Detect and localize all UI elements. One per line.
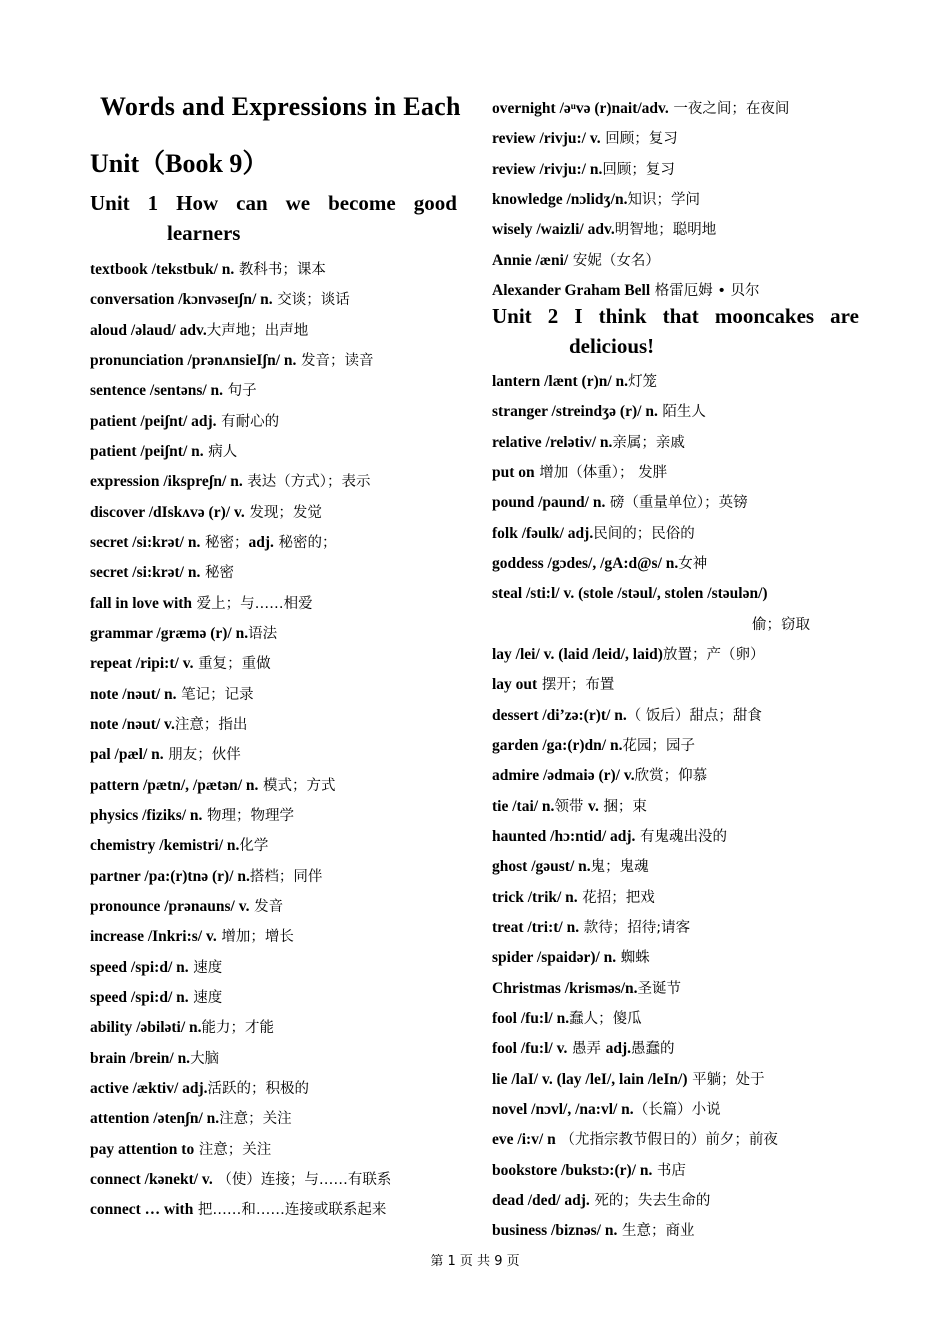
vocab-word: stranger /streindʒə (r)/ n. [492,403,658,421]
vocab-entry [492,1161,686,1181]
vocab-entry [492,220,716,240]
vocab-meaning: 速度 [188,989,223,1006]
vocab-entry [90,563,234,583]
vocab-word: partner /pa:(r)tnə (r)/ n. [90,867,250,885]
vocab-meaning: 陌生人 [657,404,706,421]
heading-word: 1 [147,191,159,215]
vocab-meaning: 一夜之间；在夜间 [668,101,790,117]
vocab-word: garden /ga:(r)dn/ n. [492,736,623,754]
vocab-meaning: 注意；指出 [174,716,248,733]
vocab-meaning: （ 饭后）甜点；甜食 [626,707,762,724]
vocab-entry [492,463,667,483]
vocab-meaning: 捆；束 [598,798,647,815]
vocab-entry [90,290,350,310]
vocab-entry [492,1039,675,1059]
vocab-meaning: 秘密的； [273,534,337,551]
vocab-entry [90,1200,386,1220]
vocab-entry [90,1109,292,1129]
vocab-meaning: 发现；发觉 [244,504,322,521]
vocab-entry [492,281,760,301]
vocab-meaning: 领带 [554,798,589,815]
vocab-entry [90,897,283,917]
vocab-word: chemistry /kemistri/ n. [90,837,240,855]
heading-word: we [285,191,311,215]
vocab-word: haunted /hɔ:ntid/ adj. [492,827,636,845]
vocab-word: patient /peiʃnt/ adj. [90,412,217,430]
vocab-word: Annie /æni/ [492,251,569,269]
vocab-entry [90,685,254,705]
heading-word: How [176,191,219,215]
heading-word: Unit [492,304,532,328]
vocab-entry [492,766,707,786]
vocab-word: dead /ded/ adj. [492,1191,590,1209]
vocab-meaning: 搭档；同伴 [249,868,323,885]
heading-word: can [236,191,268,215]
vocab-part-of-speech: adj. [605,1040,631,1058]
page-footer: 第 1 页 共 9 页 [430,1254,520,1269]
vocab-word: lay out [492,676,538,694]
vocab-word: tie /tai/ n. [492,797,555,815]
vocab-entry [90,1049,219,1069]
vocab-entry [492,1100,721,1120]
vocab-entry [492,675,614,695]
vocab-meaning: 摆开；布置 [537,677,615,694]
vocab-word: knowledge /nɔlidʒ/n. [492,190,628,208]
vocab-word: pronounce /prənauns/ v. [90,897,250,915]
vocab-word: aloud /əlaud/ adv. [90,321,207,339]
vocab-meaning: 明智地；聪明地 [614,222,717,239]
vocab-word: pal /pæl/ n. [90,746,164,764]
vocab-entry [90,927,294,947]
vocab-entry [492,888,655,908]
vocab-meaning: 病人 [203,443,238,460]
vocab-entry [492,402,706,422]
vocab-meaning: 平躺；处于 [687,1071,765,1088]
vocab-entry [492,524,695,544]
vocab-meaning: 注意；关注 [219,1111,292,1128]
vocab-entry [492,99,789,119]
vocab-meaning: 教科书；课本 [234,262,326,278]
vocab-word: note /nəut/ n. [90,685,177,703]
vocab-entry [492,1191,710,1211]
vocab-word: connect … with [90,1201,194,1219]
vocab-word: dessert /di’zə:(r)t/ n. [492,706,627,724]
vocab-entry [492,190,700,210]
vocab-meaning: （长篇）小说 [633,1101,721,1118]
vocab-entry [752,615,810,635]
vocab-word: patient /peiʃnt/ n. [90,442,204,460]
vocab-meaning: 蠢人；傻瓜 [569,1010,642,1027]
vocab-word: goddess /gɔdes/, /gA:d@s/ n. [492,554,679,572]
vocab-entry [492,857,649,877]
vocab-word: trick /trik/ n. [492,888,578,906]
vocab-meaning: 花招；把戏 [577,889,655,906]
vocab-meaning: 增加；增长 [216,929,294,946]
vocab-meaning: 笔记；记录 [176,686,254,703]
vocab-entry [492,372,657,392]
vocab-meaning: 回顾；复习 [602,161,675,178]
vocab-meaning: 圣诞节 [637,980,682,997]
heading-word: that [662,304,699,328]
vocab-meaning: 女神 [678,555,708,572]
vocab-meaning: 朋友；伙伴 [163,747,241,764]
heading-word: 2 [547,304,559,328]
vocab-entry [492,433,685,453]
vocab-entry [90,715,247,735]
vocab-word: grammar /græmə (r)/ n. [90,624,249,642]
vocab-meaning: 有鬼魂出没的 [635,828,728,845]
vocab-meaning: （尤指宗教节假日的）前夕；前夜 [555,1132,778,1149]
vocab-word: relative /relətiv/ n. [492,433,613,451]
vocab-meaning: 表达（方式）；表示 [242,474,371,491]
vocab-entry [90,654,271,674]
vocab-word: expression /ikspreʃn/ n. [90,473,243,491]
vocab-entry [492,1009,642,1029]
vocab-meaning: （使）连接；与……有联系 [212,1171,392,1188]
vocab-word: speed /spi:d/ n. [90,988,189,1006]
vocab-meaning: 书店 [652,1162,686,1179]
vocab-meaning: 回顾；复习 [600,131,678,148]
unit2-heading [492,301,859,361]
vocab-word: review /rivju:/ n. [492,160,603,178]
vocab-entry [492,979,681,999]
vocab-meaning: 语法 [248,625,278,642]
vocab-entry [90,321,308,341]
vocab-word: conversation /kɔnvəseɪʃn/ n. [90,291,273,309]
vocab-word: put on [492,463,535,481]
vocab-meaning: 把……和……连接或联系起来 [193,1202,387,1219]
vocab-word: Christmas /krisməs/n. [492,979,638,997]
vocab-meaning: 放置；产（卵） [662,646,765,663]
vocab-meaning: 发音；读音 [296,352,374,369]
vocab-meaning: 化学 [239,838,269,855]
vocab-word: brain /brein/ n. [90,1049,191,1067]
vocab-meaning: 活跃的；积极的 [207,1080,310,1097]
vocab-meaning: 秘密； [200,534,249,551]
vocab-entry [90,533,336,553]
vocab-meaning: 死的；失去生命的 [589,1192,711,1209]
vocab-entry [492,493,748,513]
vocab-entry [90,745,241,765]
vocab-word: pattern /pætn/, /pætən/ n. [90,776,259,794]
vocab-word: fall in love with [90,594,193,612]
vocab-entry [492,584,768,604]
vocab-meaning: 有耐心的 [216,413,280,430]
vocab-meaning: 大声地；出声地 [206,322,309,339]
vocab-entry [90,867,322,887]
vocab-entry [90,1170,391,1190]
vocab-word: overnight /əᵘvə (r)nait/adv. [492,100,669,117]
vocab-meaning: 能力；才能 [201,1020,275,1037]
vocab-entry [492,918,690,938]
vocab-word: bookstore /bukstɔ:(r)/ n. [492,1161,653,1179]
unit1-heading [90,188,457,248]
vocab-entry [90,351,374,371]
unit2-heading-line2: delicious! [569,334,655,358]
vocab-meaning: 款待；招待;请客 [579,919,691,936]
vocab-word: pay attention to [90,1140,195,1158]
vocab-meaning: 蜘蛛 [616,950,650,967]
vocab-meaning: 磅（重量单位）；英镑 [605,495,748,512]
vocab-entry [90,958,222,978]
vocab-entry [492,948,650,968]
vocab-entry [492,706,762,726]
heading-word: Unit [90,191,130,215]
vocab-meaning: 民间的；民俗的 [593,525,695,542]
vocab-entry [492,1130,778,1150]
vocab-word: Alexander Graham Bell [492,281,651,299]
vocab-entry [90,806,294,826]
vocab-entry [492,129,678,149]
vocab-word: fool /fu:l/ v. [492,1040,568,1058]
vocab-word: ghost /gəust/ n. [492,858,591,876]
vocab-entry [90,260,326,280]
vocab-entry [90,472,371,492]
vocab-meaning: 欣赏；仰慕 [634,768,708,785]
vocab-word: admire /ədmaiə (r)/ v. [492,767,635,785]
document-title-line2: Unit（Book 9） [90,149,269,178]
vocab-word: fool /fu:l/ n. [492,1009,570,1027]
vocab-part-of-speech: v. [588,797,599,815]
vocab-entry [90,1140,271,1160]
vocab-entry [492,160,675,180]
vocab-entry [492,797,647,817]
vocab-meaning: 交谈；谈话 [272,292,350,309]
vocab-word: lay /lei/ v. (laid /leid/, laid) [492,645,663,663]
vocab-meaning: 格雷厄姆 • 贝尔 [650,282,760,299]
vocab-word: physics /fiziks/ n. [90,806,203,824]
vocab-word: attention /ətenʃn/ n. [90,1110,220,1128]
unit1-heading-line2: learners [167,221,241,245]
vocab-word: treat /tri:t/ n. [492,918,580,936]
vocab-entry [90,776,335,796]
vocab-entry [90,1018,274,1038]
vocab-entry [492,827,727,847]
heading-word: are [830,304,859,328]
vocab-entry [90,503,322,523]
vocab-word: textbook /tekstbuk/ n. [90,261,235,278]
vocab-word: ability /əbiləti/ n. [90,1019,202,1037]
vocab-word: folk /fəulk/ adj. [492,524,594,542]
vocab-meaning: 发音 [249,898,284,915]
vocab-word: secret /si:krət/ n. [90,564,201,582]
heading-word: become [328,191,396,215]
document-title-line1: Words and Expressions in Each [100,92,461,121]
vocab-word: lantern /lænt (r)n/ n. [492,373,629,390]
vocab-entry [90,594,313,614]
vocab-entry [90,1079,309,1099]
vocab-meaning: 速度 [188,959,223,976]
vocab-meaning: 鬼；鬼魂 [590,859,649,876]
vocab-word: wisely /waizli/ adv. [492,221,615,239]
heading-word: think [598,304,647,328]
vocab-meaning: 注意；关注 [194,1141,272,1158]
vocab-word: novel /nɔvl/, /na:vl/ n. [492,1100,634,1118]
vocab-entry [90,442,237,462]
vocab-word: sentence /sentəns/ n. [90,382,224,400]
vocab-meaning: 愚蠢的 [631,1041,675,1058]
vocab-entry [492,645,764,665]
vocab-meaning: 大脑 [190,1050,220,1067]
vocab-meaning: 句子 [223,383,257,400]
vocab-meaning: 偷；窃取 [752,616,810,633]
vocab-word: steal /sti:l/ v. (stole /stəul/, stolen /stəulən/) [492,585,768,603]
vocab-meaning: 愚弄 [567,1041,606,1058]
vocab-entry [90,412,279,432]
vocab-word: connect /kənekt/ v. [90,1170,213,1188]
vocab-entry [492,1070,765,1090]
vocab-word: secret /si:krət/ n. [90,533,201,551]
vocab-word: pound /paund/ n. [492,494,606,512]
vocab-word: business /biznəs/ n. [492,1222,618,1240]
vocab-meaning: 知识；学问 [627,191,700,208]
vocab-meaning: 增加（体重）； 发胖 [534,464,668,481]
vocab-meaning: 重复；重做 [193,656,271,673]
vocab-word: speed /spi:d/ n. [90,958,189,976]
vocab-meaning: 爱上；与……相爱 [192,595,313,612]
vocab-word: eve /i:v/ n [492,1131,556,1149]
vocab-word: pronunciation /prənʌnsieIʃn/ n. [90,351,297,369]
vocab-word: review /rivju:/ v. [492,130,601,148]
vocab-entry [90,836,268,856]
vocab-word: spider /spaidər)/ n. [492,949,617,967]
vocab-word: note /nəut/ v. [90,715,175,733]
vocab-word: increase /Inkri:s/ v. [90,928,217,946]
vocab-word: lie /laI/ v. (lay /leI/, lain /leIn/) [492,1070,688,1088]
heading-word: I [574,304,583,328]
vocab-meaning: 物理；物理学 [202,807,295,824]
vocab-meaning: 安妮（女名） [568,252,660,269]
heading-word: mooncakes [714,304,815,328]
heading-word: good [413,191,457,215]
vocab-entry [492,736,695,756]
vocab-word: repeat /ripi:t/ v. [90,655,194,673]
vocab-entry [90,624,277,644]
vocab-meaning: 花园；园子 [622,737,695,754]
vocab-meaning: 秘密 [200,565,234,582]
vocab-word: discover /dIskʌvə (r)/ v. [90,503,245,521]
vocab-meaning: 模式；方式 [258,777,336,794]
vocab-meaning: 灯笼 [628,374,658,390]
vocab-word: active /æktiv/ adj. [90,1079,208,1097]
vocab-entry [90,381,257,401]
vocab-entry [492,554,707,574]
vocab-entry [90,988,222,1008]
vocab-meaning: 亲属；亲戚 [612,434,685,451]
vocab-entry [492,251,660,271]
vocab-entry [492,1221,694,1241]
vocab-meaning: 生意；商业 [617,1223,695,1240]
vocab-part-of-speech: adj. [248,533,274,551]
